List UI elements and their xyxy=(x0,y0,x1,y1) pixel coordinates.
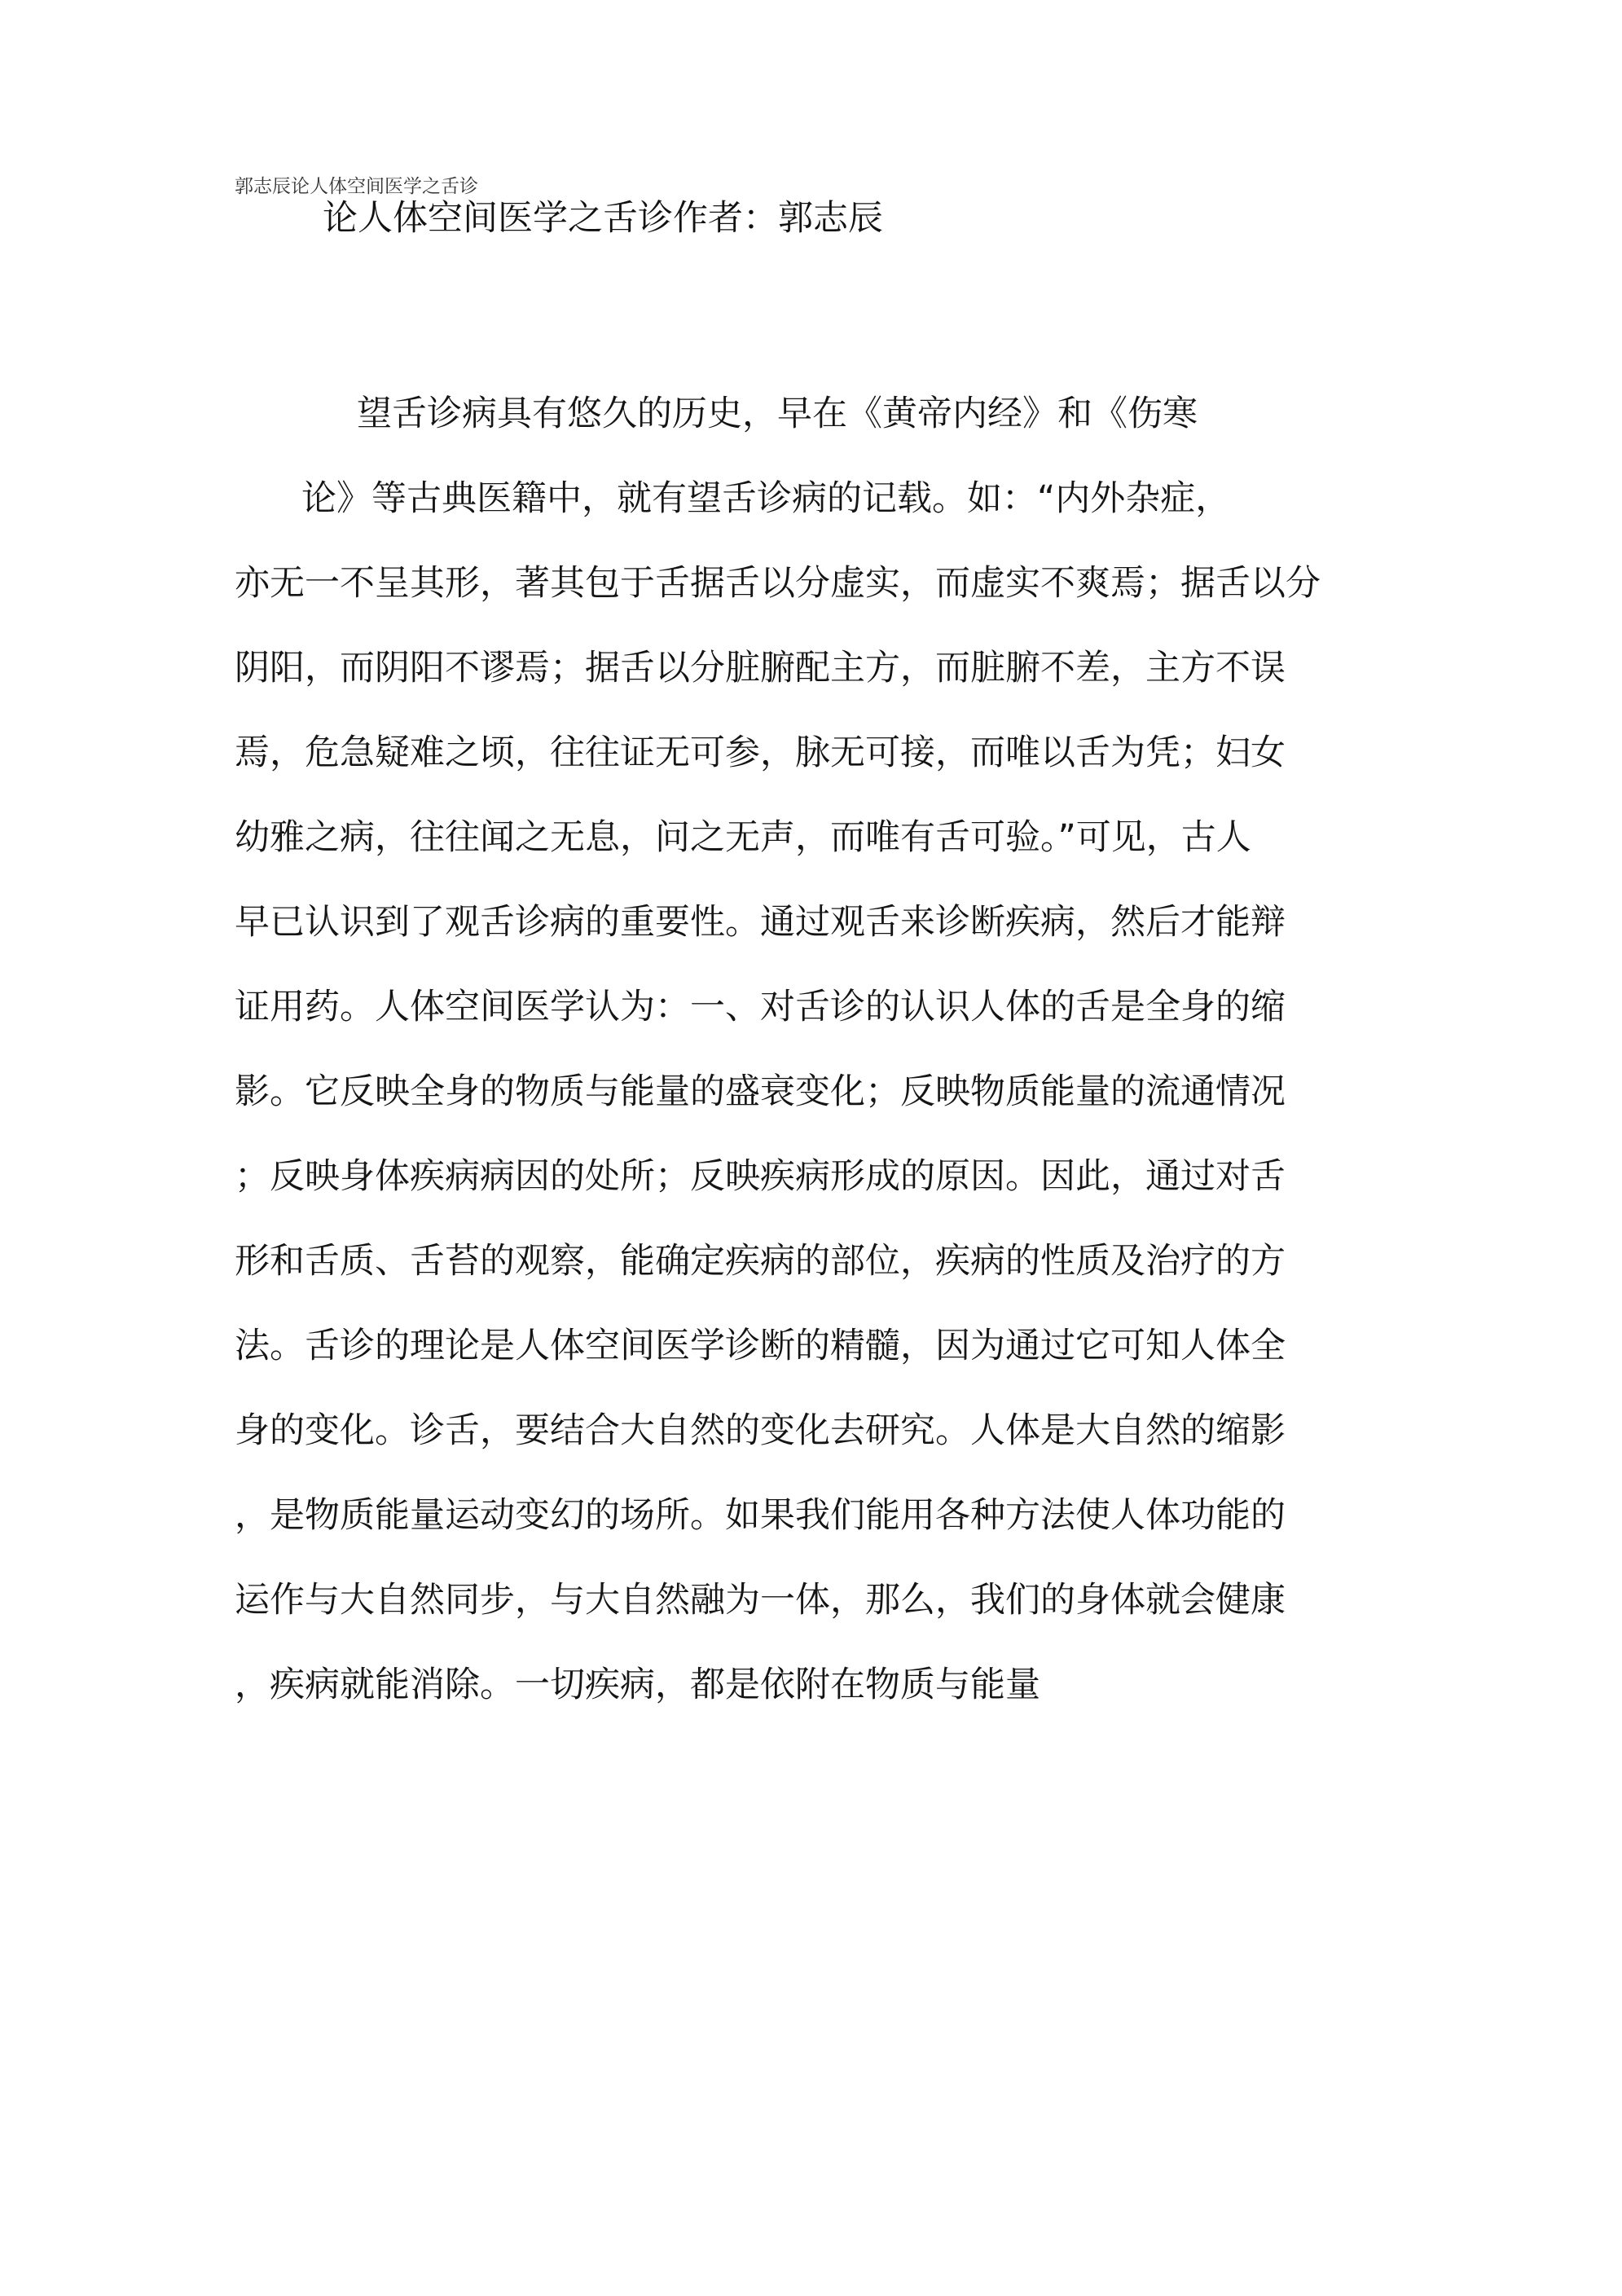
body-line: 焉，危急疑难之顷，往往证无可参，脉无可接，而唯以舌为凭；妇女 xyxy=(235,732,1286,773)
body-line: 望舌诊病具有悠久的历史，早在《黄帝内经》和《伤寒 xyxy=(357,394,1198,434)
body-line: 运作与大自然同步，与大自然融为一体，那么，我们的身体就会健康 xyxy=(235,1580,1286,1621)
body-line: 幼雅之病，往往闻之无息，问之无声，而唯有舌可验。”可见，古人 xyxy=(235,817,1251,858)
running-header: 郭志辰论人体空间医学之舌诊 xyxy=(235,176,478,197)
document-title: 论人体空间医学之舌诊作者：郭志辰 xyxy=(323,198,883,239)
body-line: 身的变化。诊舌，要结合大自然的变化去研究。人体是大自然的缩影 xyxy=(235,1410,1286,1451)
body-line: 阴阳，而阴阳不谬焉；据舌以分脏腑配主方，而脏腑不差，主方不误 xyxy=(235,648,1286,688)
body-line: 证用药。人体空间医学认为：一、对舌诊的认识人体的舌是全身的缩 xyxy=(235,987,1286,1027)
body-line: 形和舌质、舌苔的观察，能确定疾病的部位，疾病的性质及治疗的方 xyxy=(235,1241,1286,1282)
body-line: 亦无一不呈其形，著其包于舌据舌以分虚实，而虚实不爽焉；据舌以分 xyxy=(235,563,1321,604)
body-line: ，疾病就能消除。一切疾病，都是依附在物质与能量 xyxy=(235,1665,1040,1705)
body-line: 早已认识到了观舌诊病的重要性。通过观舌来诊断疾病，然后才能辩 xyxy=(235,902,1286,943)
body-line: 影。它反映全身的物质与能量的盛衰变化；反映物质能量的流通情况 xyxy=(235,1071,1286,1112)
body-line: 法。舌诊的理论是人体空间医学诊断的精髓，因为通过它可知人体全 xyxy=(235,1326,1286,1366)
body-line: ；反映身体疾病病因的处所；反映疾病形成的原因。因此，通过对舌 xyxy=(235,1156,1286,1197)
body-line: 论》等古典医籍中，就有望舌诊病的记载。如：“内外杂症， xyxy=(301,478,1231,519)
body-line: ，是物质能量运动变幻的场所。如果我们能用各种方法使人体功能的 xyxy=(235,1495,1286,1536)
